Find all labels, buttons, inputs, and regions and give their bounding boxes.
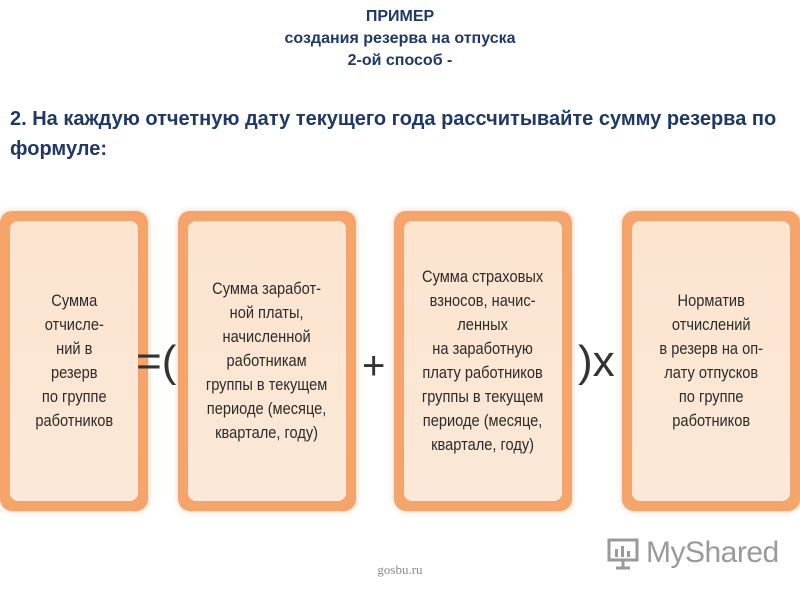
- header-line-1: ПРИМЕР: [365, 8, 435, 25]
- formula-box-salary: [178, 211, 356, 511]
- formula-box-salary-text: Сумма заработ- ной платы, начисленной работникам группы в текущем периоде (месяце, квартале, году): [206, 279, 328, 442]
- formula-box-norm-text: Норматив отчислений в резерв на оп- лату отпусков по группе работников: [659, 291, 763, 430]
- header-line-2: создания резерва на отпуска: [284, 30, 516, 47]
- header-line-3: 2-ой способ -: [347, 52, 453, 69]
- myshared-logo[interactable]: [606, 536, 779, 570]
- source-caption: gosbu.ru: [377, 562, 423, 577]
- logo-text: MyShared: [646, 536, 779, 569]
- formula-box-insurance-text: Сумма страховых взносов, начис- ленных на заработную плату работников группы в текущем периоде (месяце, квартале, году): [422, 267, 544, 454]
- formula-box-norm: [622, 211, 800, 511]
- formula-box-insurance: [394, 211, 572, 511]
- presentation-board-icon: [606, 536, 640, 570]
- operator-equals-open-paren: =(: [136, 337, 177, 386]
- formula-box-reserve-amount-text: Сумма отчисле- ний в резерв по группе работников: [35, 291, 113, 430]
- step-description: 2. На каждую отчетную дату текущего года рассчитывайте сумму резерва по формуле:: [10, 108, 777, 160]
- operator-plus: +: [362, 344, 386, 388]
- slide-header: [0, 6, 800, 72]
- formula-box-reserve-amount: [0, 211, 148, 511]
- operator-close-paren-multiply: )х: [578, 337, 615, 386]
